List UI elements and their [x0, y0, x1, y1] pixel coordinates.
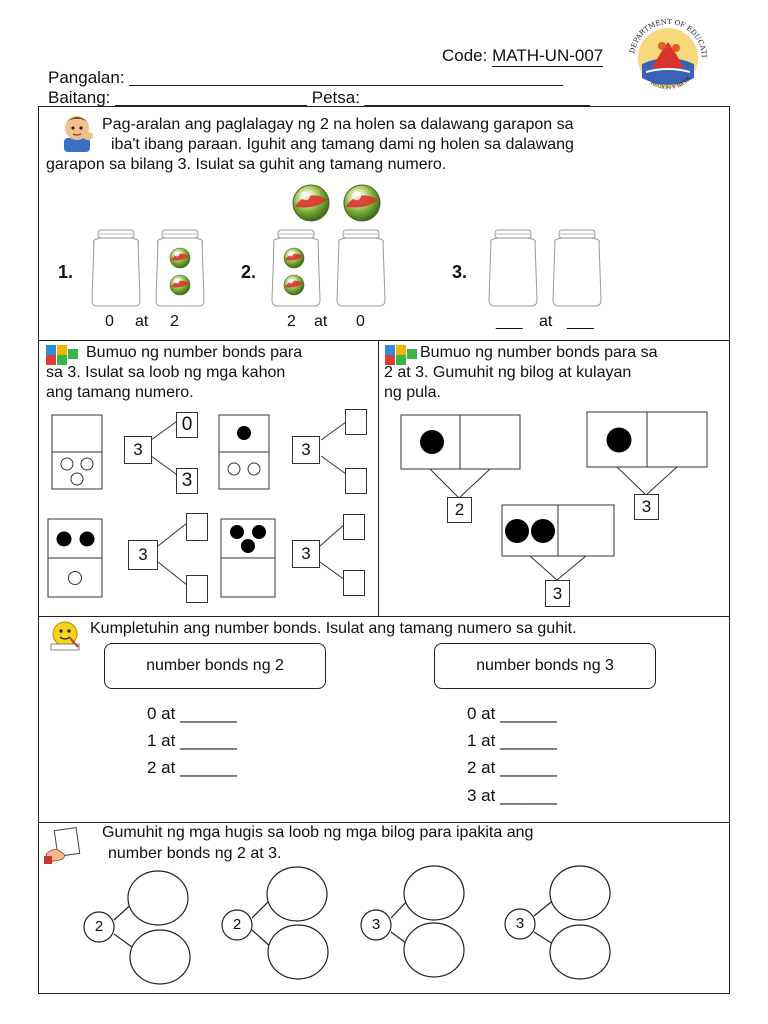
- left-item-1[interactable]: 1 at ______: [147, 731, 237, 750]
- right-item-0[interactable]: 0 at ______: [467, 704, 557, 723]
- section3-bond2-whole: 3: [634, 494, 659, 520]
- section3-instruction-line3: ng pula.: [384, 384, 441, 401]
- right-item-3[interactable]: 3 at ______: [467, 786, 557, 805]
- section3-instruction-line1: Bumuo ng number bonds para sa: [420, 344, 658, 361]
- section1-instruction-line3: garapon sa bilang 3. Isulat sa guhit ang tamang numero.: [46, 156, 447, 173]
- bond1-whole-box: 3: [124, 436, 152, 464]
- section3-bond3-whole: 3: [545, 580, 570, 607]
- right-item-1[interactable]: 1 at ______: [467, 731, 557, 750]
- section5-instruction-line1: Gumuhit ng mga hugis sa loob ng mga bilog para ipakita ang: [102, 824, 534, 841]
- section2-instruction-line2: sa 3. Isulat sa loob ng mga kahon: [46, 364, 286, 381]
- right-title-box: number bonds ng 3: [434, 643, 656, 689]
- date-label: Petsa:: [311, 88, 360, 107]
- item-2-number: 2.: [241, 262, 257, 282]
- item-3-number: 3.: [452, 262, 468, 282]
- bond2-whole-box: 3: [292, 436, 320, 464]
- section5-whole-1: 2: [94, 918, 104, 935]
- item-1-left: 0: [105, 313, 114, 330]
- left-title-box: number bonds ng 2: [104, 643, 326, 689]
- section1-instruction-line2: iba't ibang paraan. Iguhit ang tamang dami ng holen sa dalawang: [111, 136, 574, 153]
- date-line[interactable]: ___________________________: [364, 90, 590, 107]
- seal-top-text: DEPARTMENT OF EDUCATI: [628, 17, 709, 58]
- item-1-right: 2: [170, 313, 179, 330]
- section5-whole-4: 3: [515, 915, 525, 932]
- section4-instruction: Kumpletuhin ang number bonds. Isulat ang tamang numero sa guhit.: [90, 620, 577, 637]
- section3-bond1-whole: 2: [447, 497, 472, 523]
- code-label: Code:: [442, 46, 488, 65]
- item-2-connector: at: [314, 313, 328, 330]
- item-3-left-blank[interactable]: ___: [496, 313, 523, 330]
- left-item-2[interactable]: 2 at ______: [147, 758, 237, 777]
- section1-instruction-line1: Pag-aralan ang paglalagay ng 2 na holen sa dalawang garapon sa: [102, 116, 574, 133]
- section2-instruction-line3: ang tamang numero.: [46, 384, 194, 401]
- grade-line[interactable]: _______________________: [115, 90, 307, 107]
- name-line[interactable]: ____________________________________________________: [129, 70, 564, 87]
- bond1-bottom-box[interactable]: 3: [176, 468, 198, 494]
- name-label: Pangalan:: [48, 68, 125, 87]
- left-item-0[interactable]: 0 at ______: [147, 704, 237, 723]
- grade-label: Baitang:: [48, 88, 111, 107]
- item-2-left: 2: [287, 313, 296, 330]
- item-1-connector: at: [135, 313, 149, 330]
- bond4-whole-box: 3: [292, 540, 320, 568]
- item-1-number: 1.: [58, 262, 74, 282]
- right-item-2[interactable]: 2 at ______: [467, 758, 557, 777]
- section3-instruction-line2: 2 at 3. Gumuhit ng bilog at kulayan: [384, 364, 632, 381]
- section2-instruction-line1: Bumuo ng number bonds para: [86, 344, 303, 361]
- section5-instruction-line2: number bonds ng 2 at 3.: [108, 845, 282, 862]
- item-3-connector: at: [539, 313, 553, 330]
- bond1-top-box[interactable]: 0: [176, 412, 198, 438]
- section5-whole-3: 3: [371, 916, 381, 933]
- section5-whole-2: 2: [232, 916, 242, 933]
- seal-bottom-text: REGION V BICOL: [649, 75, 694, 92]
- item-2-right: 0: [356, 313, 365, 330]
- code-value: MATH-UN-007: [492, 46, 604, 65]
- item-3-right-blank[interactable]: ___: [567, 313, 594, 330]
- bond3-whole-box: 3: [128, 540, 158, 570]
